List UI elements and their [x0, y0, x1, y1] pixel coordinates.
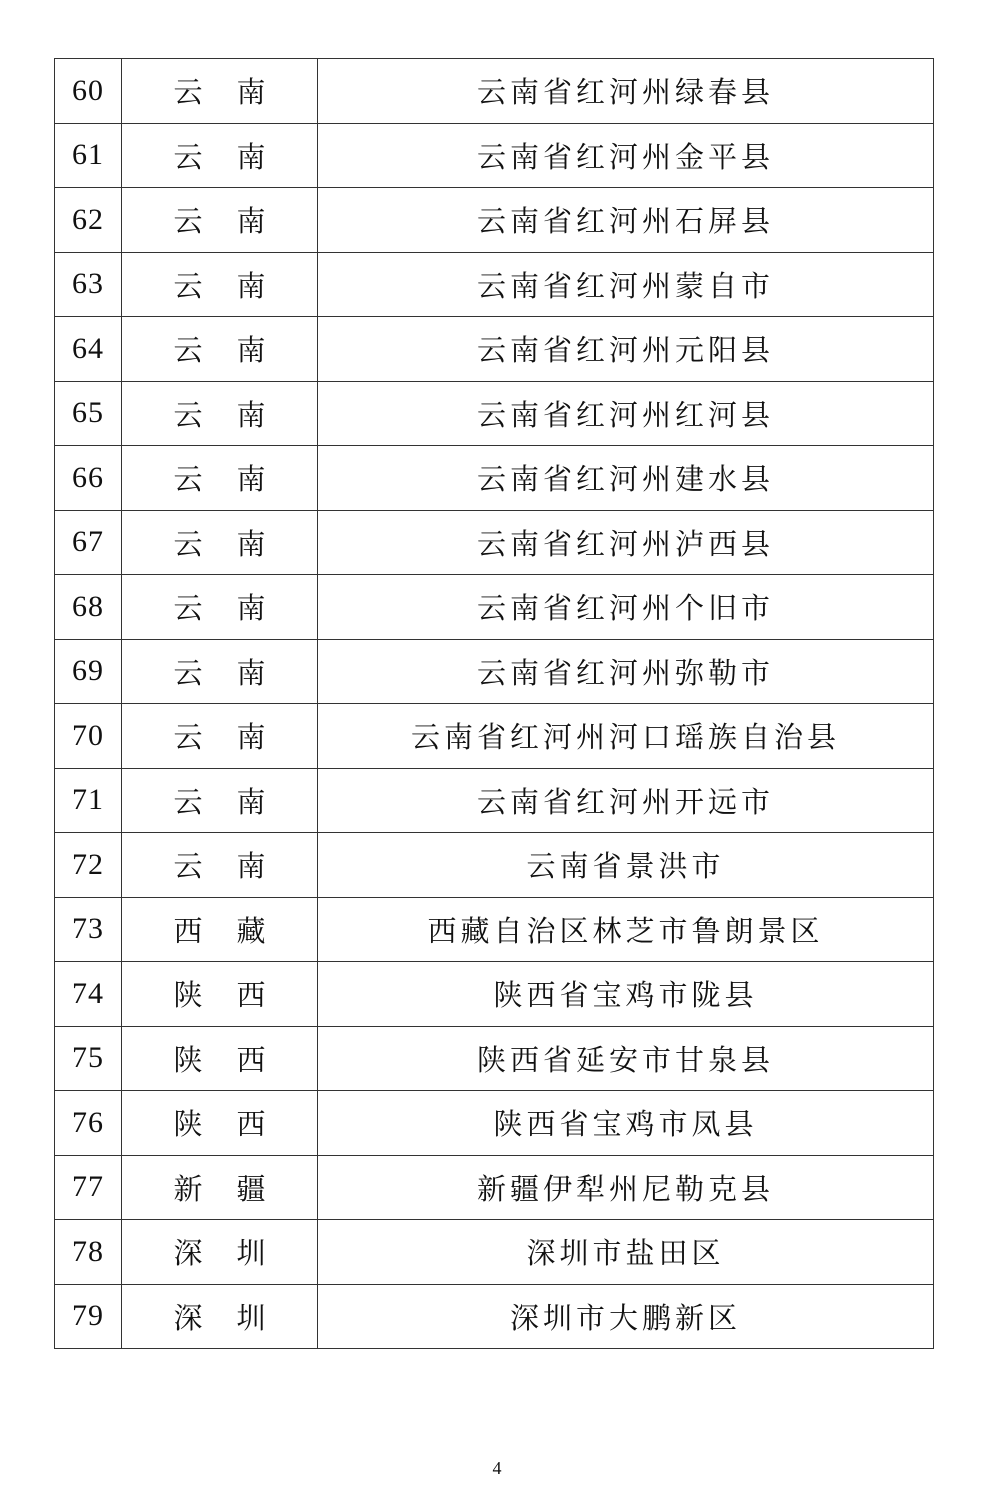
province-cell: 西 藏: [122, 897, 318, 962]
table-row: [55, 510, 934, 575]
table-row: [55, 575, 934, 640]
region-cell: 陕西省宝鸡市凤县: [318, 1091, 934, 1156]
province-cell: 陕 西: [122, 1026, 318, 1091]
province-cell: 陕 西: [122, 962, 318, 1027]
province-cell: 云 南: [122, 446, 318, 511]
region-table: [54, 58, 934, 1349]
row-number-cell: 71: [55, 768, 122, 833]
table-row: [55, 1284, 934, 1349]
province-cell: 云 南: [122, 768, 318, 833]
table-row: [55, 1220, 934, 1285]
table-row: [55, 704, 934, 769]
province-cell: 新 疆: [122, 1155, 318, 1220]
region-cell: 云南省红河州蒙自市: [318, 252, 934, 317]
region-table-body: [55, 59, 934, 1349]
province-cell: 云 南: [122, 704, 318, 769]
region-cell: 云南省景洪市: [318, 833, 934, 898]
row-number-cell: 70: [55, 704, 122, 769]
row-number-cell: 76: [55, 1091, 122, 1156]
row-number-cell: 61: [55, 123, 122, 188]
region-cell: 云南省红河州个旧市: [318, 575, 934, 640]
region-cell: 云南省红河州石屏县: [318, 188, 934, 253]
region-cell: 云南省红河州绿春县: [318, 59, 934, 124]
province-cell: 云 南: [122, 123, 318, 188]
province-cell: 云 南: [122, 575, 318, 640]
region-cell: 云南省红河州河口瑶族自治县: [318, 704, 934, 769]
province-cell: 云 南: [122, 833, 318, 898]
region-cell: 云南省红河州红河县: [318, 381, 934, 446]
region-cell: 深圳市盐田区: [318, 1220, 934, 1285]
row-number-cell: 73: [55, 897, 122, 962]
row-number-cell: 67: [55, 510, 122, 575]
row-number-cell: 66: [55, 446, 122, 511]
table-row: [55, 59, 934, 124]
province-cell: 云 南: [122, 317, 318, 382]
region-cell: 云南省红河州元阳县: [318, 317, 934, 382]
region-cell: 云南省红河州金平县: [318, 123, 934, 188]
region-cell: 新疆伊犁州尼勒克县: [318, 1155, 934, 1220]
row-number-cell: 69: [55, 639, 122, 704]
table-row: [55, 897, 934, 962]
row-number-cell: 72: [55, 833, 122, 898]
table-row: [55, 188, 934, 253]
row-number-cell: 65: [55, 381, 122, 446]
row-number-cell: 77: [55, 1155, 122, 1220]
table-row: [55, 381, 934, 446]
region-cell: 云南省红河州开远市: [318, 768, 934, 833]
table-row: [55, 1155, 934, 1220]
row-number-cell: 68: [55, 575, 122, 640]
province-cell: 云 南: [122, 381, 318, 446]
province-cell: 深 圳: [122, 1220, 318, 1285]
row-number-cell: 60: [55, 59, 122, 124]
row-number-cell: 63: [55, 252, 122, 317]
province-cell: 陕 西: [122, 1091, 318, 1156]
row-number-cell: 74: [55, 962, 122, 1027]
table-row: [55, 639, 934, 704]
page-number: 4: [492, 1458, 502, 1478]
table-row: [55, 768, 934, 833]
table-row: [55, 1026, 934, 1091]
table-row: [55, 1091, 934, 1156]
province-cell: 云 南: [122, 59, 318, 124]
province-cell: 云 南: [122, 639, 318, 704]
row-number-cell: 75: [55, 1026, 122, 1091]
province-cell: 云 南: [122, 188, 318, 253]
region-cell: 陕西省宝鸡市陇县: [318, 962, 934, 1027]
region-cell: 西藏自治区林芝市鲁朗景区: [318, 897, 934, 962]
table-row: [55, 252, 934, 317]
region-cell: 云南省红河州弥勒市: [318, 639, 934, 704]
table-row: [55, 123, 934, 188]
region-cell: 云南省红河州泸西县: [318, 510, 934, 575]
row-number-cell: 62: [55, 188, 122, 253]
province-cell: 深 圳: [122, 1284, 318, 1349]
row-number-cell: 78: [55, 1220, 122, 1285]
region-cell: 陕西省延安市甘泉县: [318, 1026, 934, 1091]
table-row: [55, 317, 934, 382]
table-row: [55, 446, 934, 511]
row-number-cell: 64: [55, 317, 122, 382]
row-number-cell: 79: [55, 1284, 122, 1349]
region-cell: 深圳市大鹏新区: [318, 1284, 934, 1349]
table-row: [55, 962, 934, 1027]
province-cell: 云 南: [122, 252, 318, 317]
region-cell: 云南省红河州建水县: [318, 446, 934, 511]
table-row: [55, 833, 934, 898]
province-cell: 云 南: [122, 510, 318, 575]
